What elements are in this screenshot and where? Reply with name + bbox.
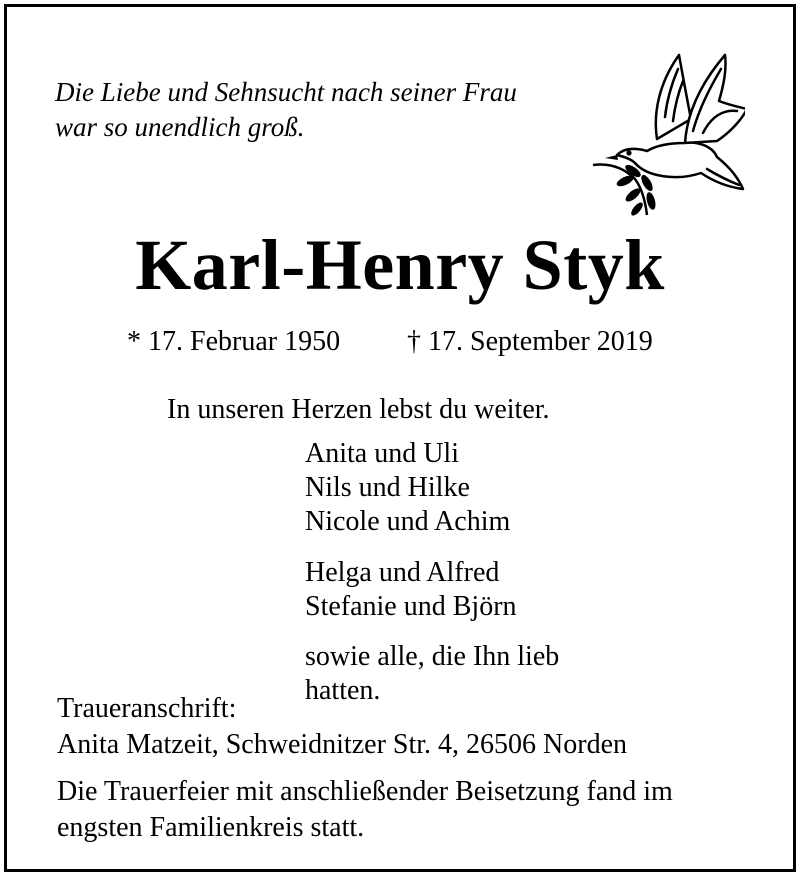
address-label: Traueranschrift: (57, 693, 237, 724)
memorial-quote (55, 75, 517, 145)
address-line: Anita Matzeit, Schweidnitzer Str. 4, 26506 Norden (57, 729, 627, 760)
quote-line-1: Die Liebe und Sehnsucht nach seiner Frau (55, 77, 517, 107)
mourner-line: Anita und Uli (305, 438, 459, 469)
mourners-group-2 (305, 556, 517, 624)
memorial-motto: In unseren Herzen lebst du weiter. (167, 394, 550, 425)
quote-line-2: war so unendlich groß. (55, 112, 305, 142)
funeral-notice (57, 774, 673, 846)
death-date: † 17. September 2019 (407, 326, 653, 357)
mourning-address (57, 691, 627, 763)
dove-with-olive-branch-icon (587, 47, 745, 217)
mourner-line: hatten. (305, 675, 381, 706)
obituary-card (4, 4, 796, 872)
notice-line-2: engsten Familienkreis statt. (57, 812, 365, 843)
birth-date: * 17. Februar 1950 (127, 326, 341, 357)
mourner-line: Nils und Hilke (305, 472, 470, 503)
mourners-group-1 (305, 437, 510, 539)
mourner-line: Nicole und Achim (305, 506, 511, 537)
mourner-line: Helga und Alfred (305, 557, 500, 588)
notice-line-1: Die Trauerfeier mit anschließender Beisetzung fand im (57, 776, 673, 807)
mourner-line: Stefanie und Björn (305, 591, 517, 622)
deceased-name: Karl-Henry Styk (135, 225, 665, 305)
mourner-line: sowie alle, die Ihn lieb (305, 641, 560, 672)
